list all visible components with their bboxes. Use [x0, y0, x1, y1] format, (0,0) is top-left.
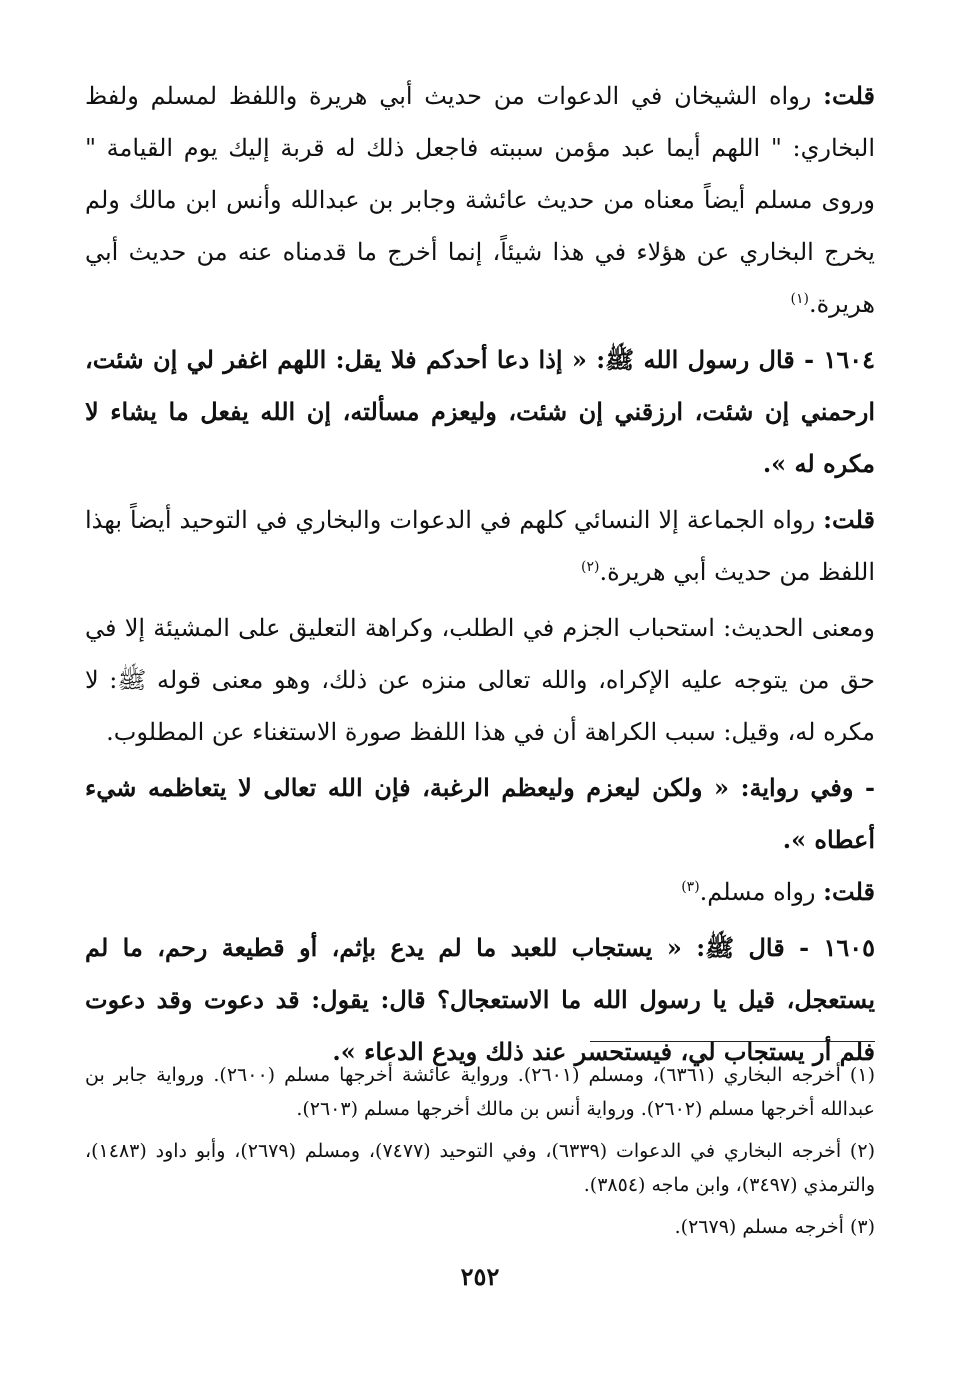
paragraph-qult-1: [85, 70, 875, 330]
hadith-1604: ١٦٠٤ - قال رسول الله ﷺ: « إذا دعا أحدكم فلا يقل: اللهم اغفر لي إن شئت، ارحمني إن شئت، ارزقني إن شئت، وليعزم مسألته، إن الله يفعل ما يشاء لا مكره له ».: [85, 345, 875, 478]
footnote-separator: [590, 1041, 875, 1042]
footnotes: [85, 1058, 875, 1252]
footnote-ref: (٢): [580, 559, 600, 575]
footnote-ref: (١): [790, 291, 809, 307]
paragraph-meaning: ومعنى الحديث: استحباب الجزم في الطلب، وكراهة التعليق على المشيئة إلا في حق من يتوجه عليه الإكراه، والله تعالى منزه عن ذلك، وهو معنى قوله ﷺ: لا مكره له، وقيل: سبب الكراهة أن في هذا اللفظ صورة الاستغناء عن المطلوب.: [85, 614, 875, 746]
footnote-1: (١) أخرجه البخاري (٦٣٦١)، ومسلم (٢٦٠١). ورواية عائشة أخرجها مسلم (٢٦٠٠). ورواية جابر بن عبدالله أخرجها مسلم (٢٦٠٢). ورواية أنس بن مالك أخرجها مسلم (٢٦٠٣).: [85, 1064, 875, 1120]
footnote-2: (٢) أخرجه البخاري في الدعوات (٦٣٣٩)، وفي التوحيد (٧٤٧٧)، ومسلم (٢٦٧٩)، وأبو داود (١٤٨٣)، والترمذي (٣٤٩٧)، وابن ماجه (٣٨٥٤).: [85, 1140, 875, 1196]
paragraph-qult-2: [85, 494, 875, 598]
page-number: ٢٥٢: [460, 1262, 500, 1291]
qult-label: قلت:: [823, 81, 875, 110]
paragraph-text: رواه الشيخان في الدعوات من حديث أبي هريرة واللفظ لمسلم ولفظ البخاري: " اللهم أيما عبد مؤمن سببته فاجعل ذلك له قربة إليك يوم القيامة " وروى مسلم أيضاً معناه من حديث عائشة وجابر بن عبدالله وأنس ابن مالك ولم يخرج البخاري عن هؤلاء في هذا شيئاً، إنما أخرج ما قدمناه عنه من حديث أبي هريرة.: [85, 82, 875, 318]
paragraph-text: رواه مسلم.: [699, 878, 824, 906]
footnote-3: (٣) أخرجه مسلم (٢٦٧٩).: [674, 1216, 875, 1238]
footnote-ref: (٣): [681, 879, 700, 895]
paragraph-text: رواه الجماعة إلا النسائي كلهم في الدعوات والبخاري في التوحيد أيضاً بهذا اللفظ من حديث أبي هريرة.: [85, 506, 875, 586]
paragraph-qult-3: [85, 866, 875, 918]
hadith-1605: ١٦٠٥ - قال ﷺ: « يستجاب للعبد ما لم يدع بإثم، أو قطيعة رحم، ما لم يستعجل، قيل يا رسول الله ما الاستعجال؟ قال: يقول: قد دعوت وقد دعوت فلم أر يستجاب لي، فيستحسر عند ذلك ويدع الدعاء ».: [85, 933, 875, 1066]
qult-label: قلت:: [823, 505, 875, 534]
qult-label: قلت:: [823, 877, 875, 906]
riwaya-line: - وفي رواية: « ولكن ليعزم وليعظم الرغبة، فإن الله تعالى لا يتعاظمه شيء أعطاه ».: [85, 773, 876, 854]
main-text: [85, 70, 875, 1078]
